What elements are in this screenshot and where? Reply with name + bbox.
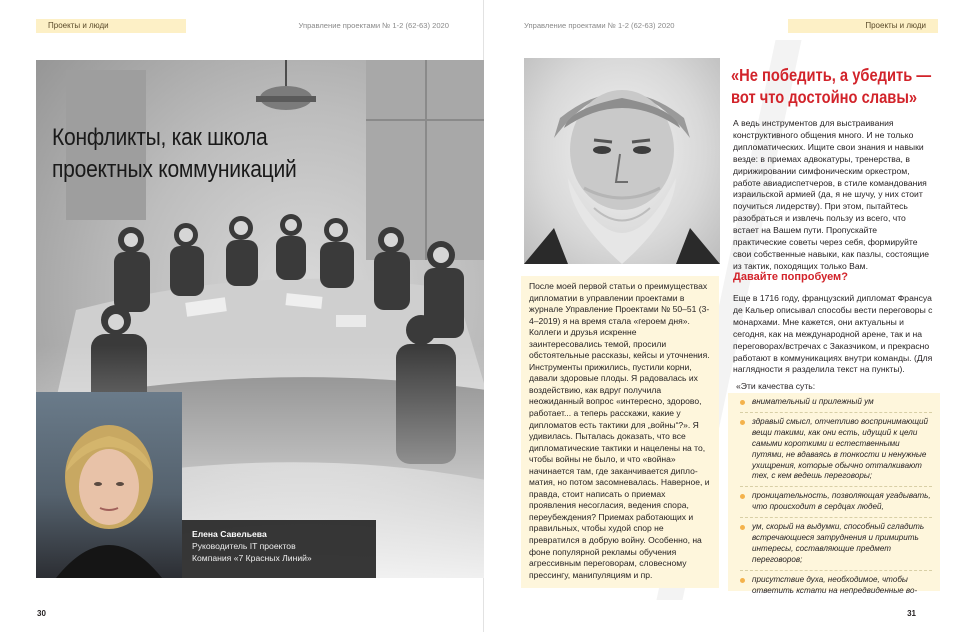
running-head: Управление проектами № 1-2 (62-63) 2020 bbox=[524, 21, 675, 30]
list-item: проницательность, позволяющая угадывать, что происходит в сердцах людей, bbox=[740, 491, 932, 518]
article-title bbox=[52, 122, 296, 186]
section-tab: Проекты и люди bbox=[788, 19, 938, 33]
page-number: 30 bbox=[37, 609, 46, 618]
section-subhead: Давайте попробуем? bbox=[733, 271, 848, 283]
portrait-engraving bbox=[524, 58, 720, 264]
page-number: 31 bbox=[907, 609, 916, 618]
intro-sidebar bbox=[521, 276, 719, 588]
qualities-list bbox=[728, 393, 940, 595]
author-name: Елена Савельева bbox=[192, 529, 267, 539]
title-line: Конфликты, как школа bbox=[52, 124, 268, 151]
author-caption bbox=[182, 520, 376, 578]
body-paragraph bbox=[733, 118, 933, 273]
paragraph-text: Еще в 1716 году, французский дипломат Франсуа де Кальер описывал способы вести переговоры с монархами. Мне кажется, они актуальны и сегодня, как на международной арене, так и на переговорах/встречах с Заказчиком, и прекрасно работают в коммуникациях внутри команды. (Для наглядности я разделила текст на пункты). bbox=[733, 293, 933, 375]
pull-quote bbox=[731, 64, 932, 108]
list-intro: «Эти качества суть: bbox=[736, 381, 816, 391]
list-item: внимательный и прилежный ум bbox=[740, 397, 932, 413]
quote-line: вот что достойно славы» bbox=[731, 87, 918, 107]
paragraph-text: А ведь инструментов для выстраивания конструктивного общения много. И не только дипломатических. Ищите свои знания и навыки везде: в приемах адвокатуры, тренерства, в дирижировании симфоническим оркестром, работе авиадиспетчеров, в стиле командования израильской армией (да, я не шучу, у них стоит поучиться лидерству). При этом, пытайтесь разобраться и извлечь пользу из всего, что встает на Вашем пути. Пропускайте практические советы через себя, формируйте свои собственные навыки, как пазлы, состоящие из тактик, походящих только Вам. bbox=[733, 118, 930, 271]
quote-line: «Не победить, а убедить — bbox=[731, 65, 932, 85]
body-paragraph bbox=[733, 293, 933, 376]
list-item: здравый смысл, отчетливо воспринимающий вещи такими, как они есть, идущий к цели самыми короткими и естественными путями, не вдаваясь в тонкости и ненужные ухищрения, которые обычно отталкивают тех, с кем ведешь переговоры; bbox=[740, 417, 932, 487]
author-role: Руководитель IT проектов bbox=[192, 541, 296, 551]
author-company: Компания «7 Красных Линий» bbox=[192, 553, 312, 563]
author-photo bbox=[36, 392, 182, 578]
title-line: проектных коммуникаций bbox=[52, 156, 297, 183]
section-tab: Проекты и люди bbox=[36, 19, 186, 33]
list-item: ум, скорый на выдумки, способный сгладить встречающиеся затруднения и примирить интересы, составляющие предмет переговоров; bbox=[740, 522, 932, 571]
list-item: присутствие духа, необходимое, чтобы ответить кстати на непредвиденные во- bbox=[740, 575, 932, 601]
running-head: Управление проектами № 1-2 (62-63) 2020 bbox=[298, 21, 449, 30]
sidebar-text: После моей первой статьи о преимуществах дипломатии в управлении проектами в журнале Управление Проектами № 50–51 (3-4–2019) я на время стала «героем дня». Коллеги и друзья искренне заинтересовались темой, просили обстоятельные рассказы, кейсы и уточнения. Инструменты прижились, пустили корни, давали здоровые плоды. Я радовалась их воздействию, как вдруг получила неожиданный вопрос «интересно, здорово, работает... а теперь расскажи, какие у дипломатов есть тактики для „войны“?». Я удивилась. Пыталась доказать, что все дипломатические тактики и нацелены на то, чтобы войны не было, и что «война» начинается там, где заканчивается дипломатия, но потом засомневалась. Наверное, и правда, стоит написать о приемах проявления несогласия, ведения спора, переубеждения? Приемах работающих и правильных, чтобы худой спор не превратился в добрую войну. Особенно, на фоне популярной рекламы обучения агрессивным переговорам, словесному прессингу, манипуляциям и пр. bbox=[529, 281, 710, 580]
